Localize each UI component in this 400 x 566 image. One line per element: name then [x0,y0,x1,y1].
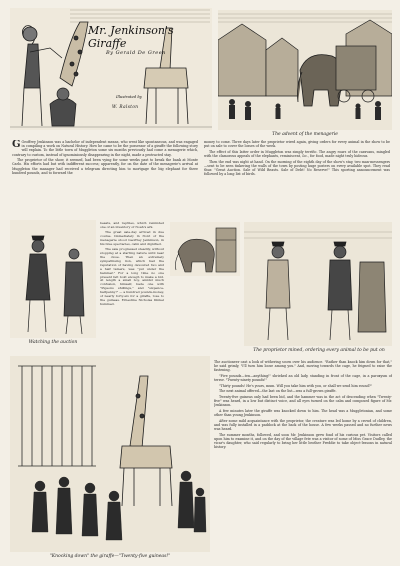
paragraph: The sale progressed steadily, without stopping at a starting nature until near the close. Then an extremely sympathising lion, which had the reputation of having devoured two and a half tamers, was "put under the hammer." For a long time no one present felt bold enough to make a bid. At length a small boy, amidst much confusion, himself, bade one with "Pigeons shillings," and "sixpence-halfpenny!" — a hundred pounds-money, of nearly forty-six for a giraffe, rose to the guineas. Ernestine Nicholas Dinkel hummed. [100,247,164,306]
auction-illustration [10,220,96,338]
paragraph: money to come. Three days later the proprietor wired again, giving orders for every animal in the show to be put on sale to cover the losses of the week. [204,140,390,149]
menagerie-illustration [218,10,392,130]
elephant-illustration [170,222,240,276]
paragraph: After some mild acquaintance with the proprietor, the creature was led home by a crowd of children, and was fully installed in a paddock at the back of the house. A few weeks passed and no further news was heard. [214,418,392,432]
illustrator-label: Illustrated by [116,94,142,99]
illustrator-name: W. Ralston [112,104,139,109]
paragraph: The next animal offered—the last on the list—was a full-grown giraffe. [219,389,337,394]
caption-proprietor: The proprietor mined, ordering every animal to be put on [253,348,385,353]
caption-auction: Watching the auction [28,340,78,345]
byline: By Gerald De Green [106,50,166,56]
proprietor-engraving [244,222,392,346]
paragraph: The summer months, followed, and soon Mr. Jenkinson grew fond of his curious pet. Visitors called upon him to examine it, and on the day of the village fete was a visitor of some of Miss Grace Dudley, the vicar's daughter, who said regularly to bring her little brother Freddie to take object-lessons in natural history. [214,432,392,450]
text-column-3-right [214,360,392,558]
menagerie-engraving [218,10,392,130]
paragraph: Twenty-five guineas only had been bid, and the hammer was in the act of descending when "Twenty-five" was heard, in a low but distinct voice, and all eyes turned on the calm and composed figure of Mr. Jenkinson. [214,394,392,408]
caption-advent: The advent of the menagerie [272,132,338,137]
auction-engraving [10,220,96,338]
elephant-engraving [170,222,240,276]
paragraph: The auctioneer cast a look of withering scorn over his audience. "Rather than knock him down for that," he said grimly, "I'll turn him loose among you." And, moving towards the cage, he feigned to raise the fastening. [214,360,392,373]
text-column-1-right [204,140,390,218]
knocking-down-engraving [10,356,210,552]
text-column-1-left [12,140,198,218]
knocking-down-illustration [10,356,210,552]
caption-knocking: "Knocking down" the giraffe—"Twenty-five guineas!" [49,554,171,559]
title-illustration [10,8,212,130]
text-column-2-center [100,222,164,350]
paragraph: "Five pounds—ten—anything!" shrieked an old lady, standing in front of the cage, in a paroxysm of terror. "Twenty-ninety pounds!" [214,374,392,383]
paragraph: beasts, and reptiles, which reminded one of an inventory of Noah's ark. [100,222,164,229]
paragraph: "Thirty pounds! He's yours, mum. Will you take him with you, or shall we send him round?" [219,383,372,388]
paragraph: The effect of this latter order in Muggleton was simply terrific. The angry roars of the caravans, mingled with the clamorous appeals of the elephants, reminiscent, &c., for food, made night truly hideous. [204,149,390,158]
proprietor-illustration [244,222,392,346]
paragraph: The proprietor of the show, it seemed, had been vying for some weeks past to break the bank at Monte Carlo. His efforts had but with indifferent success; apparently, for on the date of the menagerie's arrival at Muggleton the manager had received a telegram directing him to mortgage the big elephant for three hundred pounds, and to forward the [12,158,198,175]
paragraph: A few minutes later the giraffe was knocked down to him. The head was a Muggletonian, and some other than young Jenkinson. [214,408,392,418]
paragraph: The great sale-day arrived in due course. Immediately in front of the menagerie stood Geoffrey Jenkinson, in his blue spectacles, calm and dignified. [100,230,164,246]
paragraph: Geoffrey Jenkinson was a bachelor of independent means, who went like spontaneous, and was engaged in compiling a work on Natural History. How he came to be the possessor of a giraffe the following story will explain. To the little town of Muggleton some six months previously had come a menagerie which, contrary to custom, instead of ignominiously disappearing in the night, made a protracted stay. [12,140,198,157]
article-title: Mr. Jenkinson's Giraffe [88,24,174,50]
paragraph: Then the end was night at hand. On the morning of the eighth day of the show's stay, two man-messengers—sent to be seen tinkering the walls of the town by posting huge posters on every available spot. They read thus: "Great Auction. Sale of Wild Beasts. Sale of Debt! No Reserve!" This sporting announcement was followed by a long list of birds. [204,159,390,177]
dropcap: G [12,140,21,150]
